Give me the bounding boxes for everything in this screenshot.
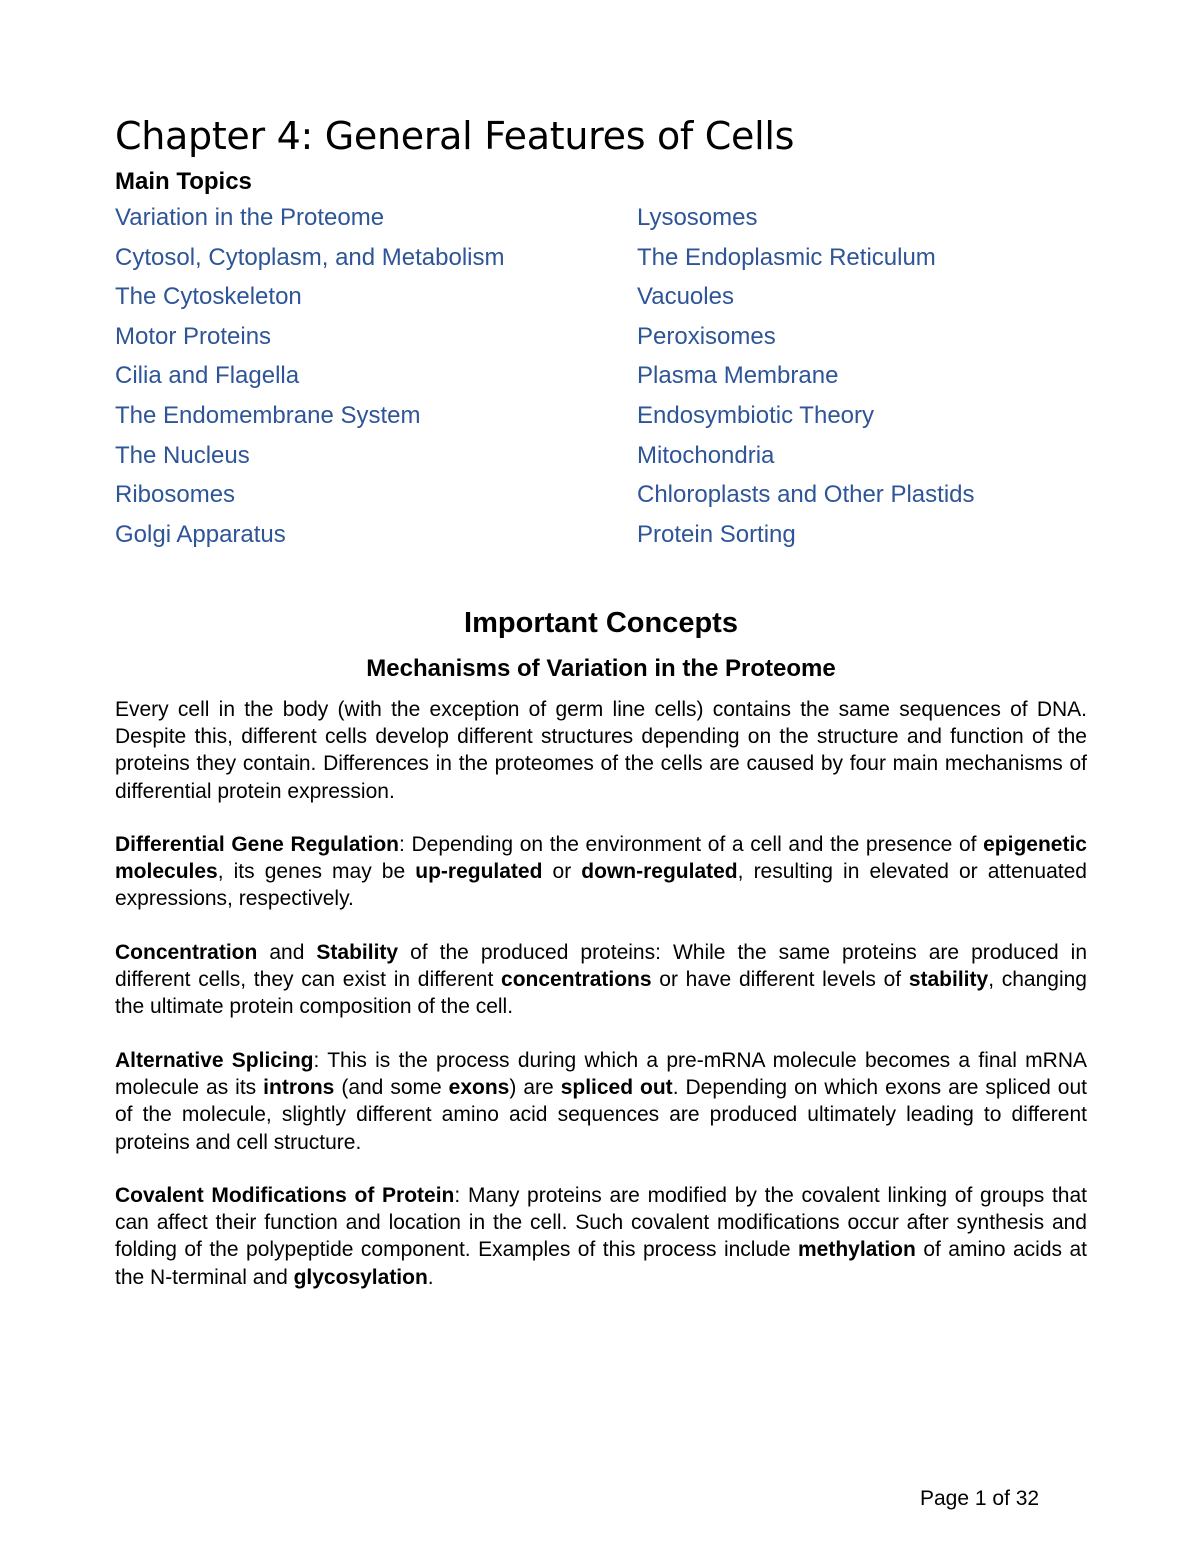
topics-right-column	[637, 200, 975, 556]
paragraph-text: .	[427, 1265, 434, 1289]
page-number: Page 1 of 32	[920, 1487, 1040, 1510]
topic-link[interactable]: Plasma Membrane	[637, 362, 839, 390]
covalent-modifications-paragraph	[115, 1182, 1087, 1291]
topic-link[interactable]: Cilia and Flagella	[115, 362, 300, 390]
topic-link[interactable]: Golgi Apparatus	[115, 520, 286, 548]
paragraph-text: , its genes may be	[217, 860, 416, 884]
important-concepts-heading: Important Concepts	[464, 607, 738, 639]
topic-link[interactable]: Protein Sorting	[637, 520, 796, 548]
paragraph-text: ) are	[509, 1076, 561, 1100]
topic-link[interactable]: Motor Proteins	[115, 322, 272, 350]
concentration-stability-paragraph	[115, 939, 1087, 1021]
term-bold: down-regulated	[581, 860, 738, 884]
term-bold: spliced out	[560, 1076, 673, 1100]
term-bold: introns	[263, 1076, 335, 1100]
topic-link[interactable]: Peroxisomes	[637, 322, 776, 350]
term-bold: concentrations	[501, 968, 652, 992]
term-bold: methylation	[797, 1238, 916, 1262]
topic-link[interactable]: Cytosol, Cytoplasm, and Metabolism	[115, 243, 505, 271]
topic-link[interactable]: Lysosomes	[637, 204, 758, 231]
paragraph-text: of amino acids at the N-terminal and	[115, 1238, 1087, 1289]
paragraph-text: and	[257, 941, 317, 964]
paragraph-text: . Depending on which exons are spliced out of the molecule, slightly different amino acid sequences are produced ultimately leading to different proteins and cell structure.	[115, 1076, 1087, 1154]
intro-paragraph: Every cell in the body (with the exception of germ line cells) contains the same sequences of DNA. Despite this, different cells develop different structures depending on the structure and function of the proteins they contain. Differences in the proteomes of the cells are caused by four main mechanisms of differential protein expression.	[115, 698, 1087, 803]
topic-link[interactable]: Ribosomes	[115, 481, 236, 509]
term-bold: glycosylation	[293, 1265, 428, 1289]
term-bold: Differential Gene Regulation	[115, 833, 399, 856]
topic-link[interactable]: Chloroplasts and Other Plastids	[637, 481, 975, 509]
term-bold: Covalent Modifications of Protein	[115, 1184, 455, 1207]
topic-link[interactable]: Vacuoles	[637, 283, 734, 311]
term-bold: up-regulated	[415, 860, 543, 884]
paragraph-text: of the produced proteins: While the same proteins are produced in different cells, they can exist in different	[115, 941, 1087, 992]
paragraph-text: : Depending on the environment of a cell and the presence of	[399, 833, 984, 856]
paragraph-text: (and some	[334, 1076, 449, 1100]
topic-link[interactable]: The Cytoskeleton	[115, 283, 302, 311]
term-bold: Concentration	[115, 941, 258, 964]
alternative-splicing-paragraph	[115, 1047, 1087, 1156]
paragraph-text: , resulting in elevated or attenuated expressions, respectively.	[115, 860, 1087, 911]
term-bold: exons	[448, 1076, 510, 1100]
section-heading: Mechanisms of Variation in the Proteome	[366, 655, 836, 682]
term-bold: Stability	[316, 941, 399, 964]
topics-left-column	[115, 200, 504, 556]
paragraph-text: : Many proteins are modified by the covalent linking of groups that can affect their function and location in the cell. Such covalent modifications occur after synthesis and folding of the polypeptide component. Examples of this process include	[115, 1184, 1087, 1262]
paragraph-text: or	[542, 860, 582, 884]
topic-link[interactable]: Endosymbiotic Theory	[637, 401, 874, 429]
term-bold: stability	[908, 968, 989, 992]
term-bold: epigenetic molecules	[115, 833, 1087, 884]
term-bold: Alternative Splicing	[115, 1049, 314, 1072]
topic-link[interactable]: The Endoplasmic Reticulum	[637, 243, 936, 271]
topic-link[interactable]: The Nucleus	[115, 441, 250, 469]
topic-link[interactable]: Mitochondria	[637, 441, 775, 469]
paragraph-text: : This is the process during which a pre-mRNA molecule becomes a final mRNA molecule as its	[115, 1049, 1087, 1100]
topic-link[interactable]: Variation in the Proteome	[115, 204, 385, 231]
paragraph-text: or have different levels of	[651, 968, 909, 992]
differential-gene-regulation-paragraph	[115, 831, 1087, 913]
paragraph-text: , changing the ultimate protein composition of the cell.	[115, 968, 1087, 1019]
topic-link[interactable]: The Endomembrane System	[115, 401, 421, 429]
main-topics-heading: Main Topics	[115, 168, 252, 195]
chapter-title: Chapter 4: General Features of Cells	[115, 114, 795, 158]
